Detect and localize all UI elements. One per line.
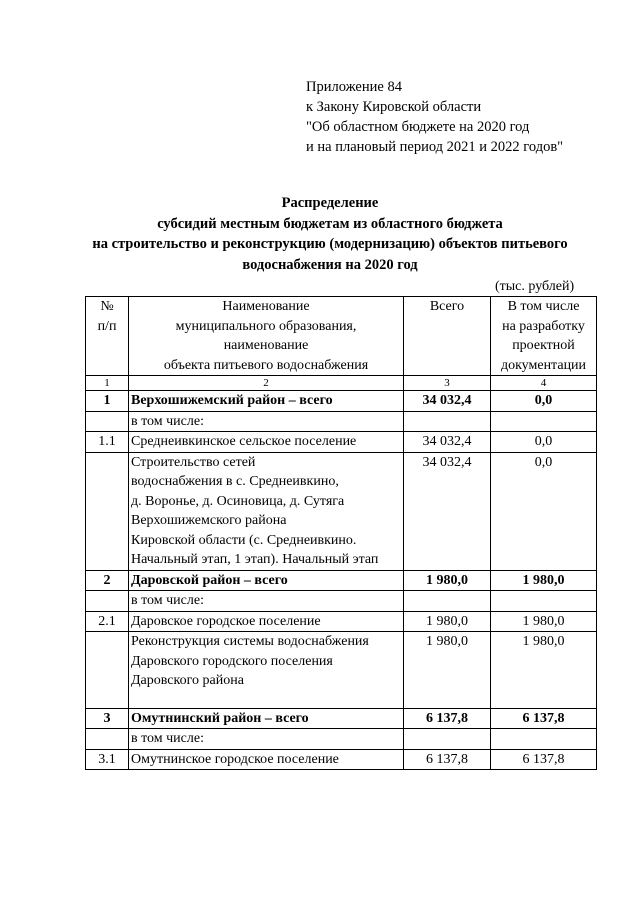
row-total: 34 032,4 (404, 391, 491, 412)
row-num (86, 632, 129, 709)
row-name: в том числе: (129, 729, 404, 750)
row-design: 6 137,8 (491, 749, 597, 770)
table-row (86, 729, 597, 750)
row-name: в том числе: (129, 411, 404, 432)
appendix-line-4: и на плановый период 2021 и 2022 годов" (306, 139, 564, 155)
row-design (491, 591, 597, 612)
row-num: 2 (86, 570, 129, 591)
table-row (86, 452, 597, 570)
row-total: 34 032,4 (404, 432, 491, 453)
row-total: 6 137,8 (404, 749, 491, 770)
row-total: 1 980,0 (404, 611, 491, 632)
row-name: Омутнинский район – всего (129, 708, 404, 729)
row-total: 6 137,8 (404, 708, 491, 729)
row-name: Реконструкция системы водоснабжения Даровского городского поселения Даровского района (129, 632, 404, 709)
row-design: 0,0 (491, 452, 597, 570)
row-name: в том числе: (129, 591, 404, 612)
row-num: 3.1 (86, 749, 129, 770)
row-num: 3 (86, 708, 129, 729)
row-name: Даровское городское поселение (129, 611, 404, 632)
title-line-3: на строительство и реконструкцию (модернизацию) объектов питьевого (92, 236, 568, 252)
row-num (86, 452, 129, 570)
appendix-line-2: к Закону Кировской области (306, 99, 482, 115)
col-number-4: 4 (491, 376, 597, 391)
row-total (404, 729, 491, 750)
row-design (491, 411, 597, 432)
table-row (86, 749, 597, 770)
header-name: Наименование муниципального образования, наименование объекта питьевого водоснабжения (129, 297, 404, 376)
row-num: 1 (86, 391, 129, 412)
row-name: Омутнинское городское поселение (129, 749, 404, 770)
table-row (86, 432, 597, 453)
table-row (86, 708, 597, 729)
table-row (86, 411, 597, 432)
row-design: 6 137,8 (491, 708, 597, 729)
row-num: 2.1 (86, 611, 129, 632)
table-row (86, 632, 597, 709)
column-number-row (86, 376, 597, 391)
document-title (70, 193, 590, 275)
col-number-3: 3 (404, 376, 491, 391)
col-number-1: 1 (86, 376, 129, 391)
row-num (86, 411, 129, 432)
row-design: 1 980,0 (491, 570, 597, 591)
row-total: 34 032,4 (404, 452, 491, 570)
table-row (86, 570, 597, 591)
row-total (404, 591, 491, 612)
units-label: (тыс. рублей) (495, 279, 575, 294)
row-design: 1 980,0 (491, 632, 597, 709)
title-line-1: Распределение (281, 195, 379, 211)
header-num: № п/п (86, 297, 129, 376)
row-total: 1 980,0 (404, 570, 491, 591)
table-header-row (86, 297, 597, 376)
row-num: 1.1 (86, 432, 129, 453)
table-row (86, 391, 597, 412)
title-line-2: субсидий местным бюджетам из областного бюджета (157, 215, 503, 232)
table-row (86, 611, 597, 632)
row-num (86, 729, 129, 750)
col-number-2: 2 (129, 376, 404, 391)
appendix-line-3: "Об областном бюджете на 2020 год (306, 119, 530, 135)
row-design: 0,0 (491, 391, 597, 412)
row-design (491, 729, 597, 750)
row-total (404, 411, 491, 432)
row-name: Даровской район – всего (129, 570, 404, 591)
row-total: 1 980,0 (404, 632, 491, 709)
row-name: Верхошижемский район – всего (129, 391, 404, 412)
appendix-line-1: Приложение 84 (306, 79, 402, 95)
subsidy-table (85, 296, 597, 770)
header-total: Всего (404, 297, 491, 376)
title-line-4: водоснабжения на 2020 год (242, 256, 418, 273)
row-name: Среднеивкинское сельское поселение (129, 432, 404, 453)
row-name: Строительство сетей водоснабжения в с. Среднеивкино, д. Воронье, д. Осиновица, д. Сутяга Верхошижемского района Кировской области (с. Среднеивкино. Начальный этап, 1 этап). Начальный этап (129, 452, 404, 570)
table-row (86, 591, 597, 612)
row-design: 0,0 (491, 432, 597, 453)
appendix-note (306, 77, 563, 157)
row-design: 1 980,0 (491, 611, 597, 632)
row-num (86, 591, 129, 612)
header-design: В том числе на разработку проектной документации (491, 297, 597, 376)
